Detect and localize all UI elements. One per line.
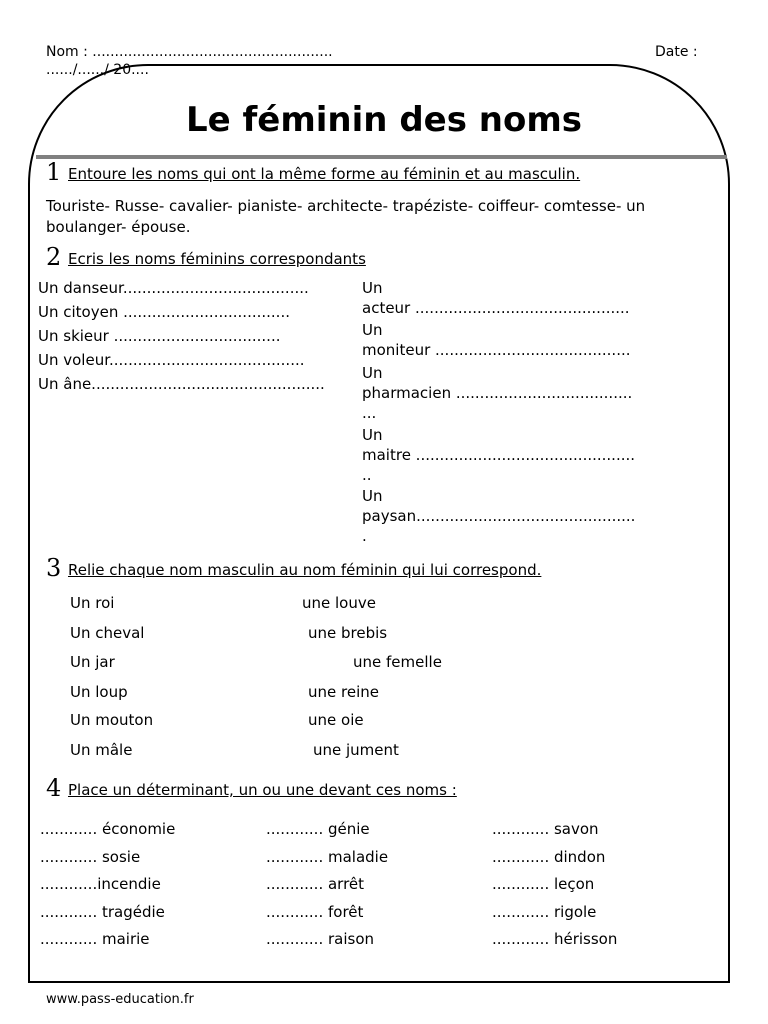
masculine-noun: Un jar — [70, 653, 115, 671]
exercise-2-right-item: Un pharmacien ..................................... ... — [362, 364, 633, 422]
determiner-item: ............ forêt — [266, 903, 364, 921]
footer-url: www.pass-education.fr — [46, 992, 194, 1007]
determiner-item: ............ dindon — [492, 848, 606, 866]
exercise-2-left-item: Un voleur......................................... — [38, 351, 305, 369]
exercise-2-right-item: Un paysan.............................................. . — [362, 487, 636, 545]
exercise-3-instruction: Relie chaque nom masculin au nom féminin qui lui correspond. — [68, 561, 542, 579]
feminine-noun: une jument — [313, 741, 399, 759]
exercise-2-left-item: Un skieur ................................... — [38, 327, 281, 345]
feminine-noun: une reine — [308, 683, 379, 701]
exercise-4-instruction: Place un déterminant, un ou une devant ces noms : — [68, 781, 457, 799]
page-title: Le féminin des noms — [185, 100, 583, 140]
exercise-1-words-line-2: boulanger- épouse. — [46, 218, 191, 236]
exercise-2-number: 2 — [46, 243, 62, 271]
determiner-item: ............ maladie — [266, 848, 389, 866]
determiner-item: ............ économie — [40, 820, 176, 838]
date-label: Date : — [655, 44, 698, 60]
feminine-noun: une femelle — [353, 653, 442, 671]
masculine-noun: Un mouton — [70, 711, 154, 729]
exercise-2-left-item: Un citoyen ................................... — [38, 303, 290, 321]
masculine-noun: Un mâle — [70, 741, 133, 759]
determiner-item: ............ raison — [266, 930, 375, 948]
feminine-noun: une brebis — [308, 624, 388, 642]
masculine-noun: Un loup — [70, 683, 128, 701]
feminine-noun: une oie — [308, 711, 364, 729]
name-field: Nom : ...................................................... — [46, 44, 333, 60]
exercise-2-right-item: Un maitre .............................................. .. — [362, 426, 636, 484]
determiner-item: ............ savon — [492, 820, 599, 838]
masculine-noun: Un roi — [70, 594, 115, 612]
exercise-2-right-item: Un moniteur ......................................... — [362, 321, 631, 359]
determiner-item: ............ arrêt — [266, 875, 365, 893]
exercise-2-left-item: Un âne................................................. — [38, 375, 325, 393]
masculine-noun: Un cheval — [70, 624, 145, 642]
exercise-2-right-item: Un acteur ............................................. — [362, 279, 630, 317]
exercise-1-number: 1 — [46, 158, 62, 186]
determiner-item: ............ mairie — [40, 930, 150, 948]
exercise-3-number: 3 — [46, 554, 62, 582]
determiner-item: ............incendie — [40, 875, 161, 893]
exercise-1-words-line-1: Touriste- Russe- cavalier- pianiste- architecte- trapéziste- coiffeur- comtesse- un — [46, 197, 646, 215]
determiner-item: ............ sosie — [40, 848, 141, 866]
exercise-2-left-item: Un danseur....................................... — [38, 279, 309, 297]
determiner-item: ............ génie — [266, 820, 370, 838]
exercise-1-instruction: Entoure les noms qui ont la même forme au féminin et au masculin. — [68, 165, 581, 183]
exercise-4-number: 4 — [46, 774, 62, 802]
determiner-item: ............ tragédie — [40, 903, 165, 921]
exercise-2-instruction: Ecris les noms féminins correspondants — [68, 250, 366, 268]
determiner-item: ............ rigole — [492, 903, 597, 921]
determiner-item: ............ leçon — [492, 875, 595, 893]
determiner-item: ............ hérisson — [492, 930, 618, 948]
feminine-noun: une louve — [302, 594, 376, 612]
title-divider — [36, 155, 727, 159]
date-field: ....../....../ 20.... — [46, 62, 149, 78]
